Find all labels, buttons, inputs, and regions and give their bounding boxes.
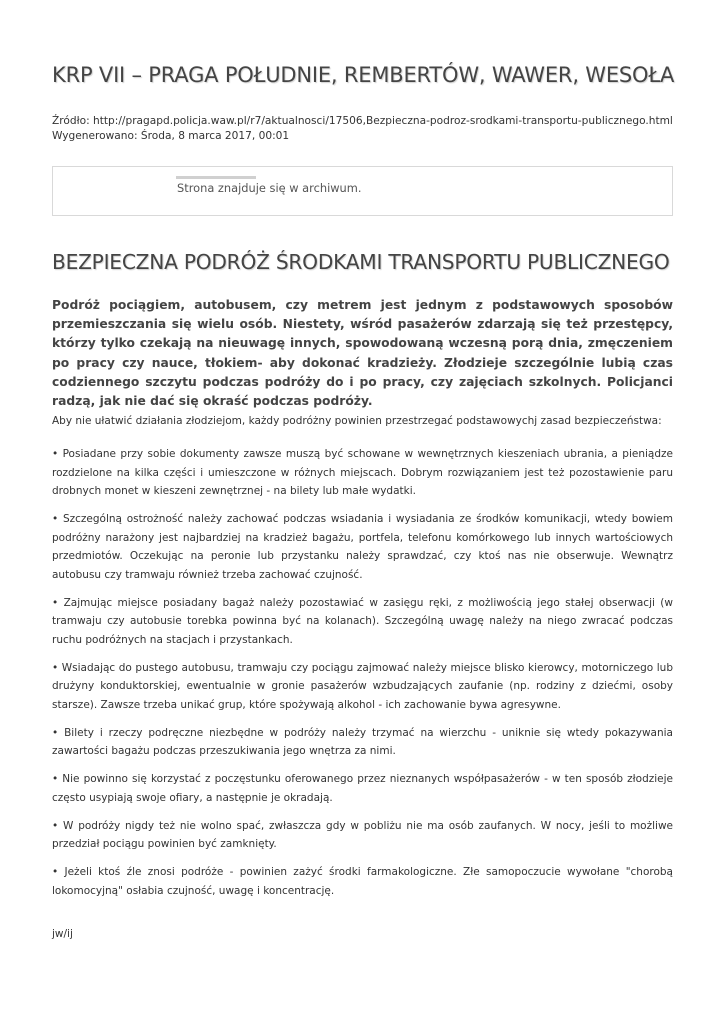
list-item: • W podróży nigdy też nie wolno spać, zwłaszcza gdy w pobliżu nie ma osób zaufanych. W nocy, jeśli to możliwe przedział pociągu powinien być zamknięty. [52, 819, 673, 850]
site-title: KRP VII – PRAGA POŁUDNIE, REMBERTÓW, WAWER, WESOŁA [52, 63, 675, 87]
safety-tips-list [52, 445, 673, 910]
list-item: • Szczególną ostrożność należy zachować podczas wsiadania i wysiadania ze środków komunikacji, wtedy bowiem podróżny narażony jest najbardziej na kradzież bagażu, portfela, telefonu komórkowego lub innych wartościowych przedmiotów. Oczekując na peronie lub przystanku należy sprawdzać, czy ktoś nas nie obserwuje. Wewnątrz autobusu czy tramwaju również trzeba zachować czujność. [52, 513, 673, 581]
list-item: • Zajmując miejsce posiadany bagaż należy pozostawiać w zasięgu ręki, z możliwością jego stałej obserwacji (w tramwaju czy autobusie torebka powinna być na kolanach). Szczególną uwagę należy na niego zwracać podczas ruchu podróżnych na stacjach i przystankach. [52, 596, 673, 646]
generated-line: Wygenerowano: Środa, 8 marca 2017, 00:01 [52, 130, 290, 142]
source-line: Źródło: http://pragapd.policja.waw.pl/r7/aktualnosci/17506,Bezpieczna-podroz-srodkami-transportu-publicznego.html [52, 115, 673, 127]
list-item: • Bilety i rzeczy podręczne niezbędne w podróży należy trzymać na wierzchu - uniknie się wtedy pokazywania zawartości bagażu podczas przeszukiwania jego wnętrza za nimi. [52, 726, 673, 757]
article-title: BEZPIECZNA PODRÓŻ ŚRODKAMI TRANSPORTU PUBLICZNEGO [52, 250, 670, 274]
list-item: • Jeżeli ktoś źle znosi podróże - powinien zażyć środki farmakologiczne. Złe samopoczucie wywołane "chorobą lokomocyjną" osłabia czujność, uwagę i koncentrację. [52, 866, 673, 897]
archive-divider [176, 176, 256, 179]
article-lead: Podróż pociągiem, autobusem, czy metrem jest jednym z podstawowych sposobów przemieszczania się wielu osób. Niestety, wśród pasażerów zdarzają się też przestępcy, którzy tylko czekają na nieuwagę innych, spowodowaną wczesną porą dnia, zmęczeniem po pracy czy nauce, tłokiem- aby dokonać kradzieży. Złodzieje szczególnie lubią czas codziennego szczytu podczas podróży do i po pracy, czy zajęciach szkolnych. Policjanci radzą, jak nie dać się okraść podczas podróży. [52, 298, 673, 409]
list-item: • Posiadane przy sobie dokumenty zawsze muszą być schowane w wewnętrznych kieszeniach ubrania, a pieniądze rozdzielone na kilka części i umieszczone w różnych miejscach. Dobrym rozwiązaniem jest też pozostawienie paru drobnych monet w kieszeni zewnętrznej - na bilety lub małe wydatki. [52, 448, 673, 497]
list-item: • Wsiadając do pustego autobusu, tramwaju czy pociągu zajmować należy miejsce blisko kierowcy, motorniczego lub drużyny konduktorskiej, ewentualnie w gronie pasażerów wzbudzających zaufanie (np. rodziny z dziećmi, osoby starsze). Zawsze trzeba unikać grup, które spożywają alkohol - ich zachowanie bywa agresywne. [52, 661, 673, 711]
author-signature: jw/ij [52, 928, 73, 940]
article-intro: Aby nie ułatwić działania złodziejom, każdy podróżny powinien przestrzegać podstawowychj zasad bezpieczeństwa: [52, 415, 662, 427]
archive-notice [52, 166, 673, 216]
list-item: • Nie powinno się korzystać z poczęstunku oferowanego przez nieznanych współpasażerów - w ten sposób złodzieje często usypiają swoje ofiary, a następnie je okradają. [52, 773, 673, 804]
document-meta [52, 114, 692, 144]
archive-notice-text: Strona znajduje się w archiwum. [177, 181, 362, 195]
